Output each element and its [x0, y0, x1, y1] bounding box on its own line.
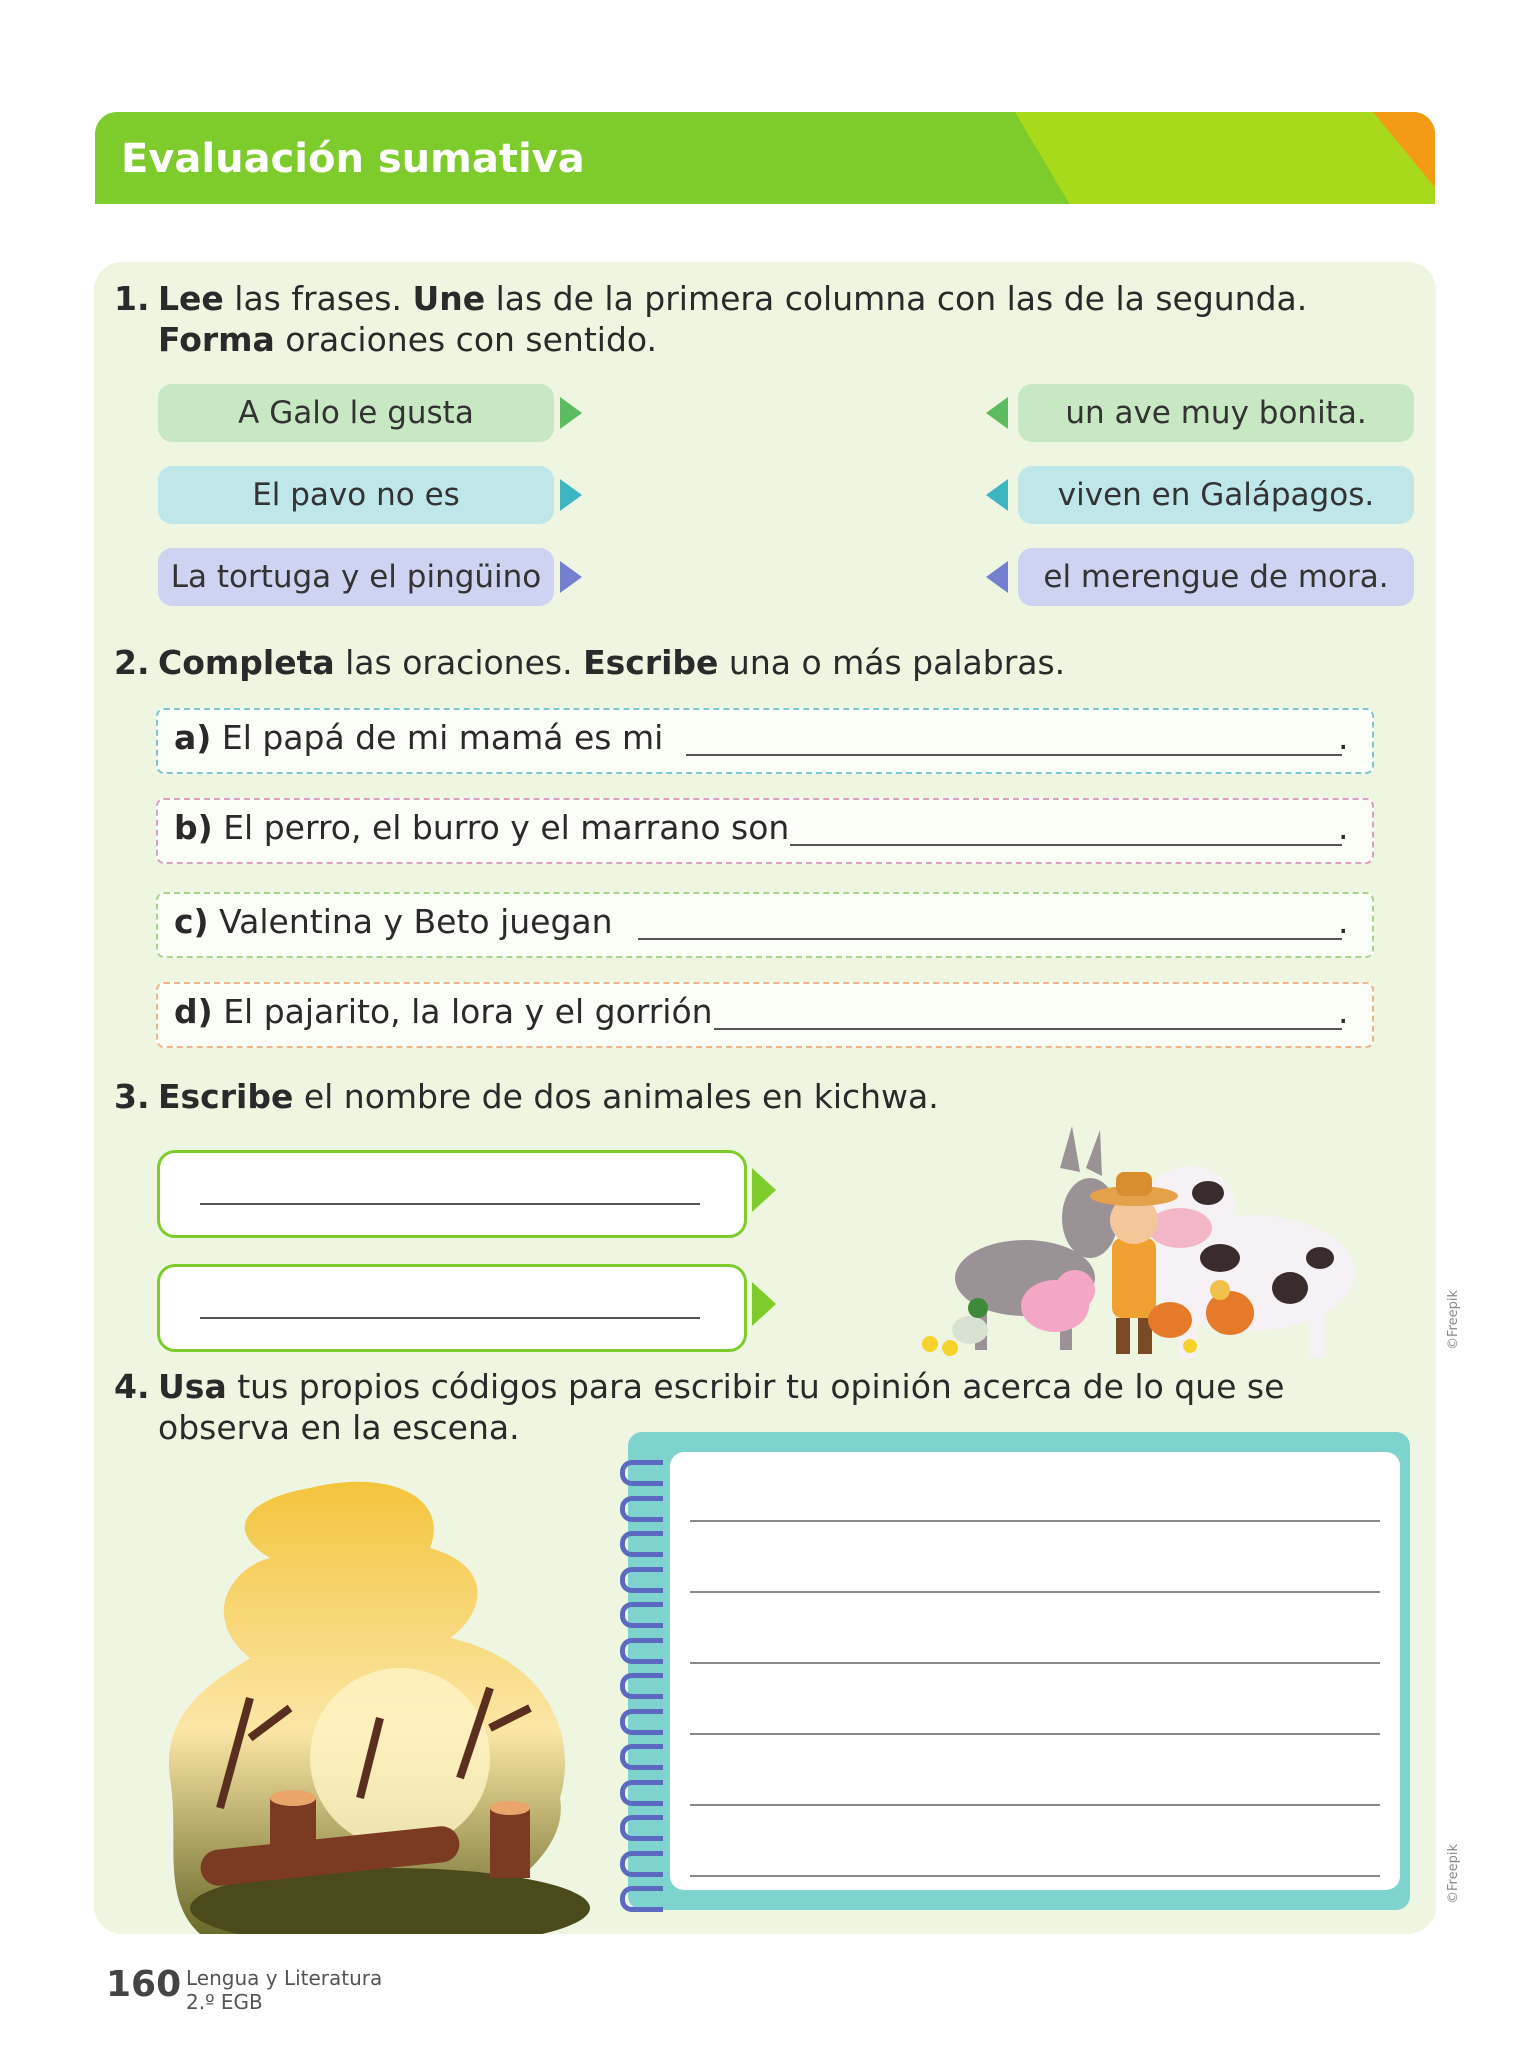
writing-line	[690, 1733, 1380, 1735]
writing-line	[690, 1875, 1380, 1877]
dua-subtitle: Acción y expresión	[1092, 48, 1380, 79]
completion-row	[156, 798, 1374, 864]
item-letter: c)	[174, 902, 209, 941]
instruction-text: las de la primera columna con las de la segunda.	[485, 279, 1308, 318]
spiral-ring-icon	[620, 1744, 663, 1770]
spiral-ring-icon	[620, 1886, 663, 1912]
instruction-keyword: Lee	[158, 279, 224, 318]
spiral-ring-icon	[620, 1496, 663, 1522]
instruction-keyword: Escribe	[583, 643, 719, 682]
instruction-text: oraciones con sentido.	[274, 320, 657, 359]
spiral-ring-icon	[620, 1851, 663, 1877]
answer-blank[interactable]	[686, 754, 1342, 756]
answer-line	[200, 1317, 700, 1319]
answer-blank[interactable]	[714, 1028, 1342, 1030]
section-header	[95, 112, 1435, 204]
spiral-ring-icon	[620, 1531, 663, 1557]
question-4-number: 4.	[114, 1367, 150, 1406]
sentence-start: El papá de mi mamá es mi	[211, 718, 664, 757]
subject-name: Lengua y Literatura	[186, 1966, 383, 1990]
instruction-text: las oraciones.	[334, 643, 584, 682]
item-letter: a)	[174, 718, 212, 757]
spiral-ring-icon	[620, 1602, 663, 1628]
sentence-start: El pajarito, la lora y el gorrión	[212, 992, 713, 1031]
farm-animals-illustration	[890, 1108, 1380, 1362]
instruction-keyword: Usa	[158, 1367, 227, 1406]
item-letter: b)	[174, 808, 213, 847]
spiral-ring-icon	[620, 1567, 663, 1593]
sentence-period: .	[1338, 902, 1349, 941]
deforestation-scene-illustration	[160, 1478, 620, 1934]
question-3-number: 3.	[114, 1077, 150, 1116]
question-2-instruction	[158, 642, 1418, 683]
match-left-item[interactable]: La tortuga y el pingüino	[158, 548, 554, 606]
sentence-start: El perro, el burro y el marrano son	[212, 808, 790, 847]
arrow-left-icon	[986, 397, 1008, 429]
sentence-period: .	[1338, 808, 1349, 847]
question-2-number: 2.	[114, 643, 150, 682]
spiral-ring-icon	[620, 1460, 663, 1486]
kichwa-answer-box-1[interactable]	[157, 1150, 747, 1238]
section-title: Evaluación sumativa	[121, 136, 585, 182]
question-1-number: 1.	[114, 279, 150, 318]
arrow-icon	[752, 1168, 776, 1212]
notebook-writing-area[interactable]	[670, 1452, 1400, 1890]
completion-sentence	[174, 718, 663, 757]
instruction-keyword: Une	[412, 279, 486, 318]
instruction-text: una o más palabras.	[718, 643, 1066, 682]
spiral-ring-icon	[620, 1780, 663, 1806]
answer-line	[200, 1203, 700, 1205]
completion-row	[156, 892, 1374, 958]
instruction-keyword: Escribe	[158, 1077, 294, 1116]
answer-blank[interactable]	[790, 844, 1342, 846]
writing-line	[690, 1804, 1380, 1806]
completion-sentence	[174, 902, 613, 941]
dua-label: DUA	[1197, 8, 1275, 46]
spiral-ring-icon	[620, 1815, 663, 1841]
arrow-icon	[752, 1282, 776, 1326]
spiral-ring-icon	[620, 1709, 663, 1735]
item-letter: d)	[174, 992, 213, 1031]
instruction-text: tus propios códigos para escribir tu opinión acerca de lo que se observa en la escena.	[158, 1367, 1285, 1447]
spiral-ring-icon	[620, 1638, 663, 1664]
spiral-ring-icon	[620, 1673, 663, 1699]
writing-line	[690, 1662, 1380, 1664]
grade-label: 2.º EGB	[186, 1990, 263, 2014]
arrow-left-icon	[986, 479, 1008, 511]
page-number: 160	[106, 1964, 182, 2005]
dua-badge-background	[1015, 112, 1435, 204]
writing-line	[690, 1591, 1380, 1593]
completion-row	[156, 982, 1374, 1048]
instruction-keyword: Completa	[158, 643, 335, 682]
completion-sentence	[174, 808, 789, 847]
instruction-text: el nombre de dos animales en kichwa.	[293, 1077, 939, 1116]
sentence-start: Valentina y Beto juegan	[208, 902, 613, 941]
sentence-period: .	[1338, 718, 1349, 757]
image-credit: ©Freepik	[1446, 1844, 1461, 1904]
match-right-item[interactable]: viven en Galápagos.	[1018, 466, 1414, 524]
match-left-item[interactable]: A Galo le gusta	[158, 384, 554, 442]
arrow-left-icon	[986, 561, 1008, 593]
match-left-item[interactable]: El pavo no es	[158, 466, 554, 524]
match-right-item[interactable]: un ave muy bonita.	[1018, 384, 1414, 442]
completion-sentence	[174, 992, 713, 1031]
arrow-right-icon	[560, 561, 582, 593]
completion-row	[156, 708, 1374, 774]
instruction-keyword: Forma	[158, 320, 275, 359]
match-right-item[interactable]: el merengue de mora.	[1018, 548, 1414, 606]
writing-line	[690, 1520, 1380, 1522]
answer-blank[interactable]	[638, 938, 1342, 940]
arrow-right-icon	[560, 397, 582, 429]
sentence-period: .	[1338, 992, 1349, 1031]
arrow-right-icon	[560, 479, 582, 511]
kichwa-answer-box-2[interactable]	[157, 1264, 747, 1352]
question-1-instruction	[158, 278, 1418, 360]
instruction-text: las frases.	[223, 279, 413, 318]
image-credit: ©Freepik	[1446, 1290, 1461, 1350]
